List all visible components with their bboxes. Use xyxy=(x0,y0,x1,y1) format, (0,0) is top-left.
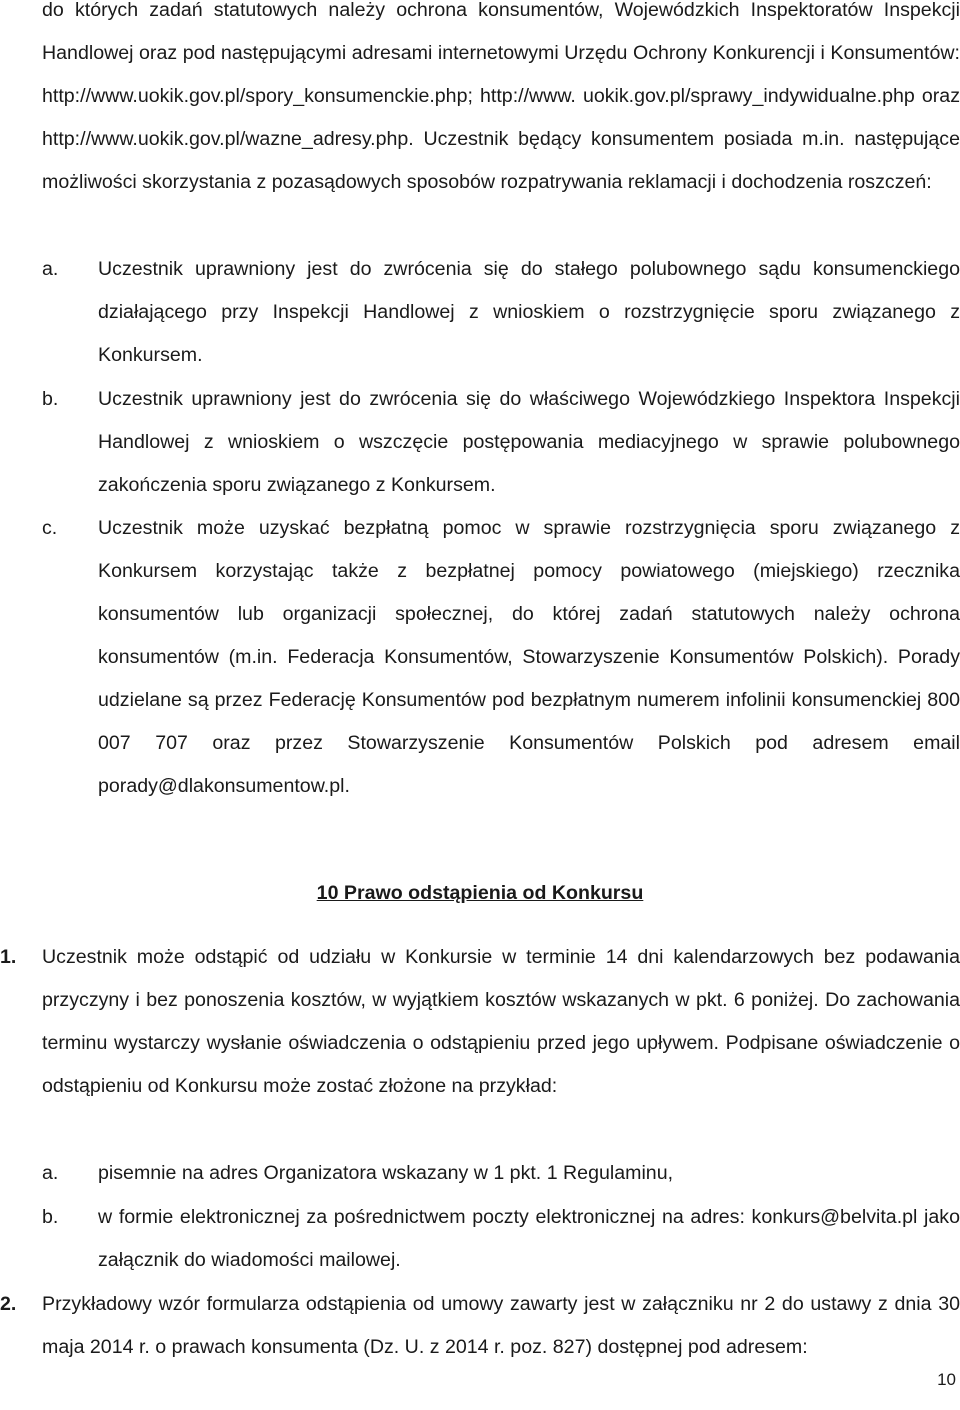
option-item-b xyxy=(42,378,960,507)
submission-item-b xyxy=(42,1196,960,1282)
page-number: 10 xyxy=(937,1370,956,1389)
list-item-text: w formie elektronicznej za pośrednictwem poczty elektronicznej na adres: konkurs@belvita.pl jako załącznik do wiadomości mailowej. xyxy=(98,1206,960,1271)
list-item-text: Uczestnik może uzyskać bezpłatną pomoc w sprawie rozstrzygnięcia sporu związanego z Konkursem korzystając także z bezpłatnej pomocy powiatowego (miejskiego) rzecznika konsumentów lub organizacji społecznej, do której zadań statutowych należy ochrona konsumentów (m.in. Federacja Konsumentów, Stowarzyszenie Konsumentów Polskich). Porady udzielane są przez Federację Konsumentów pod bezpłatnym numerem infolinii konsumenckiej 800 007 707 oraz przez Stowarzyszenie Konsumentów Polskich pod adresem email porady@dlakonsumentow.pl. xyxy=(98,517,960,797)
section-heading xyxy=(0,872,960,915)
list-item-text: Uczestnik uprawniony jest do zwrócenia się do stałego polubownego sądu konsumenckiego działającego przy Inspekcji Handlowej z wnioskiem o rozstrzygnięcie sporu związanego z Konkursem. xyxy=(98,258,960,366)
list-marker: a. xyxy=(42,1162,59,1184)
numbered-item-2 xyxy=(0,1283,960,1369)
list-number: 1. xyxy=(0,946,17,968)
list-marker: a. xyxy=(42,258,59,280)
submission-item-a xyxy=(42,1152,960,1195)
list-marker: b. xyxy=(42,388,59,410)
list-item-text: pisemnie na adres Organizatora wskazany w 1 pkt. 1 Regulaminu, xyxy=(98,1162,674,1184)
option-item-a xyxy=(42,248,960,377)
list-number: 2. xyxy=(0,1293,17,1315)
option-item-c xyxy=(42,507,960,808)
list-item-text: Uczestnik może odstąpić od udziału w Konkursie w terminie 14 dni kalendarzowych bez podawania przyczyny i bez ponoszenia kosztów, w wyjątkiem kosztów wskazanych w pkt. 6 poniżej. Do zachowania terminu wystarczy wysłanie oświadczenia o odstąpieniu przed jego upływem. Podpisane oświadczenie o odstąpieniu od Konkursu może zostać złożone na przykład: xyxy=(42,946,960,1097)
list-marker: c. xyxy=(42,517,58,539)
list-item-text: Uczestnik uprawniony jest do zwrócenia się do właściwego Wojewódzkiego Inspektora Inspekcji Handlowej z wnioskiem o wszczęcie postępowania mediacyjnego w sprawie polubownego zakończenia sporu związanego z Konkursem. xyxy=(98,388,960,496)
list-marker: b. xyxy=(42,1206,59,1228)
list-item-text: Przykładowy wzór formularza odstąpienia od umowy zawarty jest w załączniku nr 2 do ustawy z dnia 30 maja 2014 r. o prawach konsumenta (Dz. U. z 2014 r. poz. 827) dostępnej pod adresem: xyxy=(42,1293,960,1358)
numbered-item-1 xyxy=(0,936,960,1108)
section-heading-text: 10 Prawo odstąpienia od Konkursu xyxy=(316,882,644,904)
intro-paragraph: do których zadań statutowych należy ochrona konsumentów, Wojewódzkich Inspektoratów Inspekcji Handlowej oraz pod następującymi adresami internetowymi Urzędu Ochrony Konkurencji i Konsumentów: http://www.uokik.gov.pl/spory_konsumenckie.php; http://www. uokik.gov.pl/sprawy_indywidualne.php oraz http://www.uokik.gov.pl/wazne_adresy.php. Uczestnik będący konsumentem posiada m.in. następujące możliwości skorzystania z pozasądowych sposobów rozpatrywania reklamacji i dochodzenia roszczeń: xyxy=(42,0,960,193)
